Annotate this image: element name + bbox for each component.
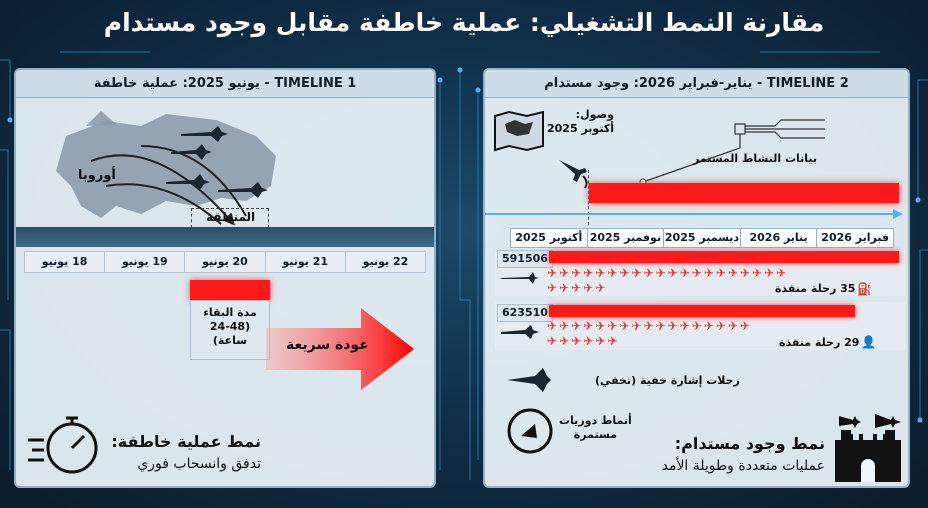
map-icon bbox=[493, 110, 545, 152]
data-label: بيانات النشاط المستمر bbox=[693, 152, 818, 165]
region-label: المنطقة bbox=[206, 210, 256, 224]
trips-count-1: 35 رحلة منفذة bbox=[775, 282, 856, 295]
sustained-presence-bar bbox=[589, 183, 899, 203]
timeline-1-header: TIMELINE 1 - يونيو 2025: عملية خاطفة bbox=[16, 70, 434, 98]
trips-count-2: 29 رحلة منفذة bbox=[779, 336, 860, 349]
timeline-2-panel bbox=[483, 68, 910, 488]
mode-title-left: نمط عملية خاطفة: bbox=[111, 432, 261, 451]
person-small-icon: 👤 bbox=[861, 335, 876, 349]
jets-icon bbox=[166, 122, 276, 202]
stopwatch-icon bbox=[26, 412, 106, 478]
tail-number-1: 591506 bbox=[497, 250, 553, 268]
timeline-2-axis bbox=[485, 208, 910, 220]
return-label: عودة سريعة bbox=[286, 337, 369, 353]
day-tick: 20 يونيو bbox=[184, 252, 264, 272]
radar-icon bbox=[505, 406, 555, 456]
day-tick: 21 يونيو bbox=[265, 252, 345, 272]
day-axis bbox=[24, 251, 426, 273]
timeline-1-panel bbox=[14, 68, 436, 488]
stay-label: مدة البقاء (24-48 ساعة) bbox=[203, 306, 257, 347]
trip-markers-2: ✈✈✈✈✈✈✈✈✈✈✈✈✈✈✈✈✈ bbox=[547, 319, 752, 333]
month-tick: يناير 2026 bbox=[741, 229, 818, 247]
mode-desc-left: تدفق وانسحاب فوري bbox=[137, 456, 261, 472]
fortress-icon bbox=[831, 410, 905, 482]
month-tick: ديسمبر 2025 bbox=[664, 229, 741, 247]
aircraft-1-presence-bar bbox=[549, 251, 899, 263]
month-tick: نوفمبر 2025 bbox=[588, 229, 665, 247]
month-tick: أكتوبر 2025 bbox=[511, 229, 588, 247]
trip-markers-1: ✈✈✈✈✈✈✈✈✈✈✈✈✈✈✈✈✈✈✈✈ bbox=[547, 266, 789, 280]
month-axis bbox=[510, 228, 894, 248]
month-tick: فبراير 2026 bbox=[821, 231, 890, 244]
stealth-jet-icon bbox=[505, 366, 553, 394]
timeline-1-band bbox=[16, 227, 434, 247]
patrol-label: أنماط دوريات مستمرة bbox=[559, 414, 632, 441]
timeline-2-header: TIMELINE 2 - يناير-فبراير 2026: وجود مستدام bbox=[485, 70, 908, 98]
trip-markers-2b: ✈✈✈✈✈✈ bbox=[547, 334, 620, 348]
europe-label: أوروبا bbox=[78, 168, 116, 183]
fighter-icon bbox=[499, 324, 539, 340]
stay-duration-bar bbox=[190, 280, 270, 300]
day-tick: 18 يونيو bbox=[41, 255, 88, 268]
tanker-icon bbox=[499, 270, 539, 286]
day-tick: 22 يونيو bbox=[345, 252, 425, 272]
aircraft-2-presence-bar bbox=[549, 305, 855, 317]
arrival-label: وصول: أكتوبر 2025 bbox=[547, 108, 614, 135]
stealth-label: رحلات إشارة خفية (تخفي) bbox=[595, 374, 740, 387]
mode-desc-right: عمليات متعددة وطويلة الأمد bbox=[661, 458, 825, 474]
day-tick: 19 يونيو bbox=[104, 252, 184, 272]
mode-title-right: نمط وجود مستدام: bbox=[674, 434, 825, 453]
trip-markers-1b: ✈✈✈✈✈ bbox=[547, 281, 608, 295]
tanker-small-icon: ⛽ bbox=[857, 282, 872, 296]
tail-number-2: 623510 bbox=[497, 304, 553, 322]
page-title: مقارنة النمط التشغيلي: عملية خاطفة مقابل وجود مستدام bbox=[103, 8, 825, 37]
